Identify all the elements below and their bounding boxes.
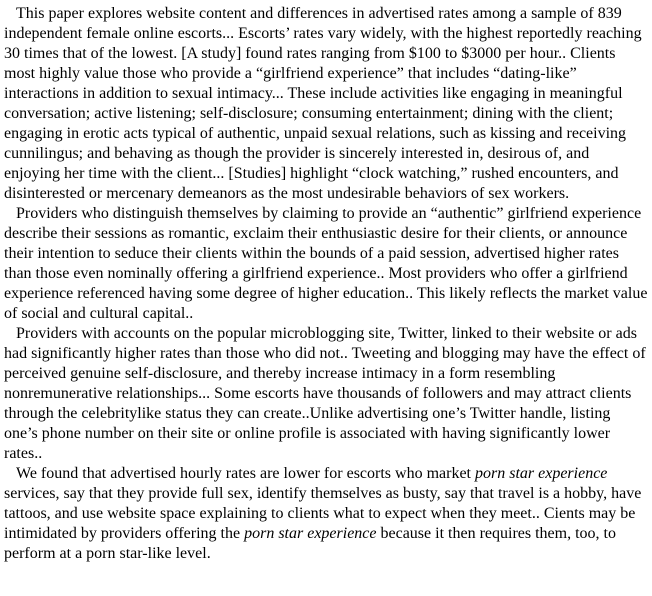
paragraph-3-text: Providers with accounts on the popular microblogging site, Twitter, linked to their website or ads had significantly higher rates than those who did not.. Tweeting and blogging may have the effect of perceived genuine self-disclosure, and thereby increase intimacy in a form resembling nonremunerative relationships... Some escorts have thousands of followers and may attract clients through the celebritylike status they can create..Unlike advertising one’s Twitter handle, listing one’s phone number on their site or online profile is associated with having significantly lower rates.. xyxy=(4,325,646,462)
paragraph-4-text-1: We found that advertised hourly rates are lower for escorts who market xyxy=(16,465,475,482)
paragraph-1-text: This paper explores website content and differences in advertised rates among a sample of 839 independent female online escorts... Escorts’ rates vary widely, with the highest reportedly reaching 30 times that of the lowest. [A study] found rates ranging from $100 to $3000 per hour.. Clients most highly value those who provide a “girlfriend experience” that includes “dating-like” interactions in addition to sexual intimacy... These include activities like engaging in meaningful conversation; active listening; self-disclosure; consuming entertainment; dining with the client; engaging in erotic acts typical of authentic, unpaid sexual relations, such as kissing and receiving cunnilingus; and behaving as though the provider is sincerely interested in, desirous of, and enjoying her time with the client... [Studies] highlight “clock watching,” rushed encounters, and disinterested or mercenary demeanors as the most undesirable behaviors of sex workers. xyxy=(4,5,642,202)
paragraph-1 xyxy=(4,4,648,204)
paragraph-3 xyxy=(4,324,648,464)
paragraph-4 xyxy=(4,464,648,564)
paragraph-4-text-3: because it then requires them, too, to perform at a porn star-like level. xyxy=(4,525,616,562)
paragraph-4-italic-term-1: porn star experience xyxy=(475,465,608,482)
paragraph-2 xyxy=(4,204,648,324)
paragraph-2-text: Providers who distinguish themselves by claiming to provide an “authentic” girlfriend experience describe their sessions as romantic, exclaim their enthusiastic desire for their clients, or announce their intention to seduce their clients within the bounds of a paid session, advertised higher rates than those even nominally offering a girlfriend experience.. Most providers who offer a girlfriend experience referenced having some degree of higher education.. This likely reflects the market value of social and cultural capital.. xyxy=(4,205,648,322)
paragraph-4-italic-term-2: porn star experience xyxy=(244,525,377,542)
paragraph-4-text-2: services, say that they provide full sex, identify themselves as busty, say that travel is a hobby, have tattoos, and use website space explaining to clients what to expect when they meet.. Cients may be intimidated by providers offering the xyxy=(4,485,642,542)
